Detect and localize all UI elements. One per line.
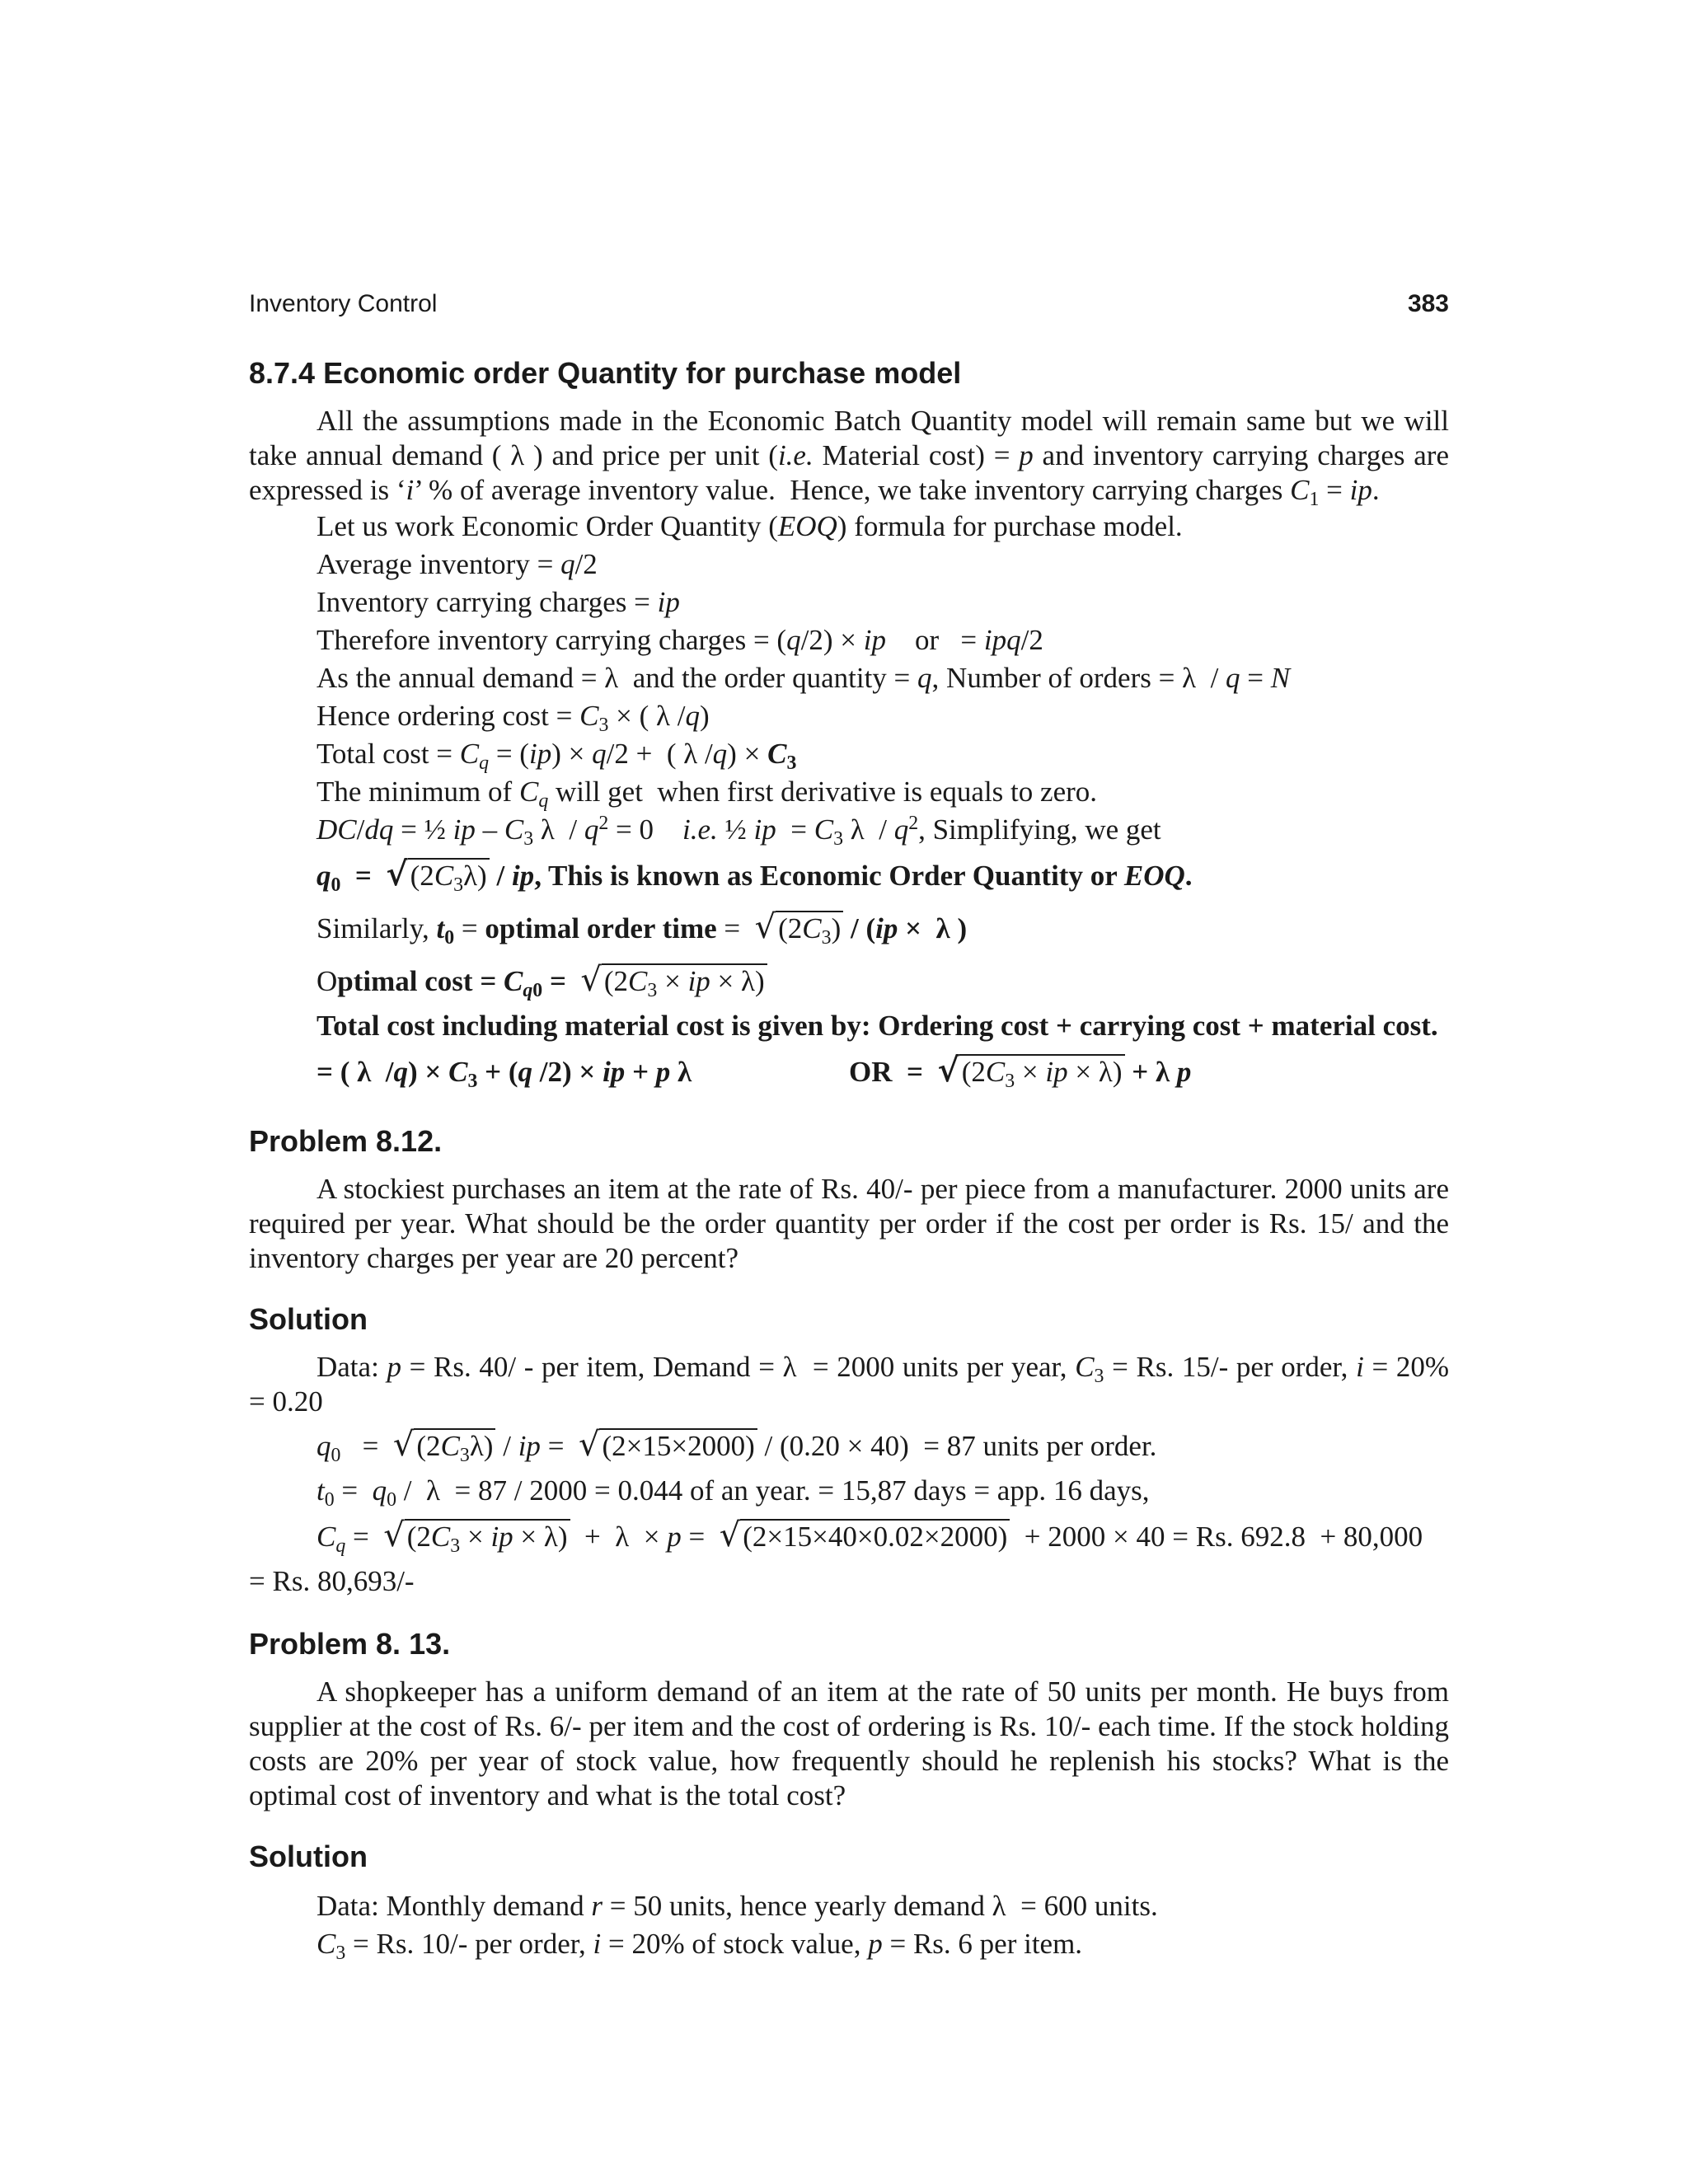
solution-1-t0: $t_0 = q_0 / \lambda = 87 / 2000 = 0.044$ of an year. = 15,87 days = app. 16 days, [316,1474,1150,1511]
problem-8-13-heading: Problem 8. 13. [249,1627,451,1661]
solution-2-line-1: Data: Monthly demand r = 50 units, hence yearly demand λ = 600 units. [316,1890,1158,1922]
solution-1-q0: $q_0 = √(2C_3\lambda)$ / ip = √(2×15×2000) / (0.20 × 40) = 87 units per order. [249,1419,1449,1472]
page-number: 383 [1407,290,1449,317]
line-total-including-material: Total cost including material cost is given by: Ordering cost + carrying cost + material cost. [316,1010,1438,1042]
line-carrying-product: Therefore inventory carrying charges = (q/2) × ip or = ipq/2 [316,624,1043,656]
line-minimum: The minimum of $C_q$ will get when first derivative is equals to zero. [316,776,1098,813]
line-derivative: DC/dq = ½ ip – $C_3$ $\lambda / q^2 = 0$ i.e. ½ ip = $C_3$ λ / $q^2$, Simplifying, we get [316,813,1161,851]
problem-8-13-text: A shopkeeper has a uniform demand of an item at the rate of 50 units per month. He buys from supplier at the cost of Rs. 6/- per item and the cost of ordering is Rs. 10/- each time. If the stock holding costs are 20% per year of stock value, how frequently should he replenish his stocks? What is the optimal cost of inventory and what is the total cost? [249,1675,1449,1811]
line-optimal-time: Similarly, $t_0$ = optimal order time = $√(2C_3) / (ip \times \lambda$ ) [249,902,1449,954]
sqrt-cq: $√(2C_3$ × ip × λ) [383,1510,570,1563]
line-ordering-cost: Hence ordering $\cos t = C_3$ × ( λ /q) [316,700,710,737]
solution-1-data: Data: p = Rs. 40/ - per item, Demand = λ = 2000 units per year, $C_3 = Rs$. 15/- per order, i = 20% = 0.20 [249,1351,1450,1418]
sqrt-q0-values: √(2×15×2000) [579,1419,757,1472]
problem-8-12-heading: Problem 8.12. [249,1124,443,1158]
sqrt-total: $√(2C_3$ × ip × λ) [937,1045,1124,1098]
sqrt-q0: $√(2C_3\lambda)$ [393,1419,496,1472]
sqrt-cost: $√(2C_3$ × ip × λ) [580,954,767,1007]
solution-2-line-2: $C_3 = Rs$. 10/- per order, i = 20% of stock value, p = Rs. 6 per item. [316,1928,1083,1965]
running-header [249,290,1449,331]
line-eoq-intro: Let us work Economic Order Quantity (EOQ) formula for purchase model. [316,510,1183,542]
solution-1-result: = Rs. 80,693/- [249,1565,415,1597]
sqrt-eoq: $√(2C_3\lambda)$ [386,849,489,902]
line-total-cost: Total $\cos t = C_q = (ip) \times q/2$ + ( λ $/q) \times C_3$ [316,738,797,775]
line-number-of-orders: As the annual demand = λ and the order quantity = q, Number of orders = λ / q = N [316,662,1291,694]
line-total-formula: = ( λ $/q) \times C_3 + (q$ /2) × ip + p λ OR = $√(2C_3$ × ip × λ) + λ p [249,1045,1449,1098]
line-carrying-charges: Inventory carrying charges = ip [316,586,680,618]
page-body [249,354,1449,1963]
solution-1-heading: Solution [249,1302,368,1336]
section-heading: 8.7.4 Economic order Quantity for purchase model [249,356,962,390]
solution-1-cq: $C_q = √(2C_3$ × ip × λ) + λ × p = √(2×15×40×0.02×2000) + 2000 × 40 = Rs. 692.8 + 80,000 [249,1510,1449,1563]
line-average-inventory: Average inventory = q/2 [316,548,598,580]
sqrt-cq-values: √(2×15×40×0.02×2000) [720,1510,1010,1563]
solution-2-heading: Solution [249,1840,368,1873]
line-optimal-cost: Optimal $\cos t = C_{q0} = √(2C_3$ × ip × λ) [249,954,1449,1007]
problem-8-12-text: A stockiest purchases an item at the rate of Rs. 40/- per piece from a manufacturer. 2000 units are required per year. What should be the order quantity per order if the cost per order is Rs. 15/ and the inventory charges per year are 20 percent? [249,1173,1449,1274]
header-title: Inventory Control [249,290,438,317]
intro-paragraph: All the assumptions made in the Economic Batch Quantity model will remain same but we will take annual demand ( λ ) and price per unit (i.e. Material cost) = p and inventory carrying charges are expressed is ‘i’ % of average inventory value. Hence, we take inventory carrying charges $C_1$ = ip. [249,405,1449,511]
line-eoq-formula: $q_0 = √(2C_3\lambda)$ / ip, This is known as Economic Order Quantity or EOQ. [249,849,1449,902]
sqrt-time: $√(2C_3)$ [755,902,844,954]
